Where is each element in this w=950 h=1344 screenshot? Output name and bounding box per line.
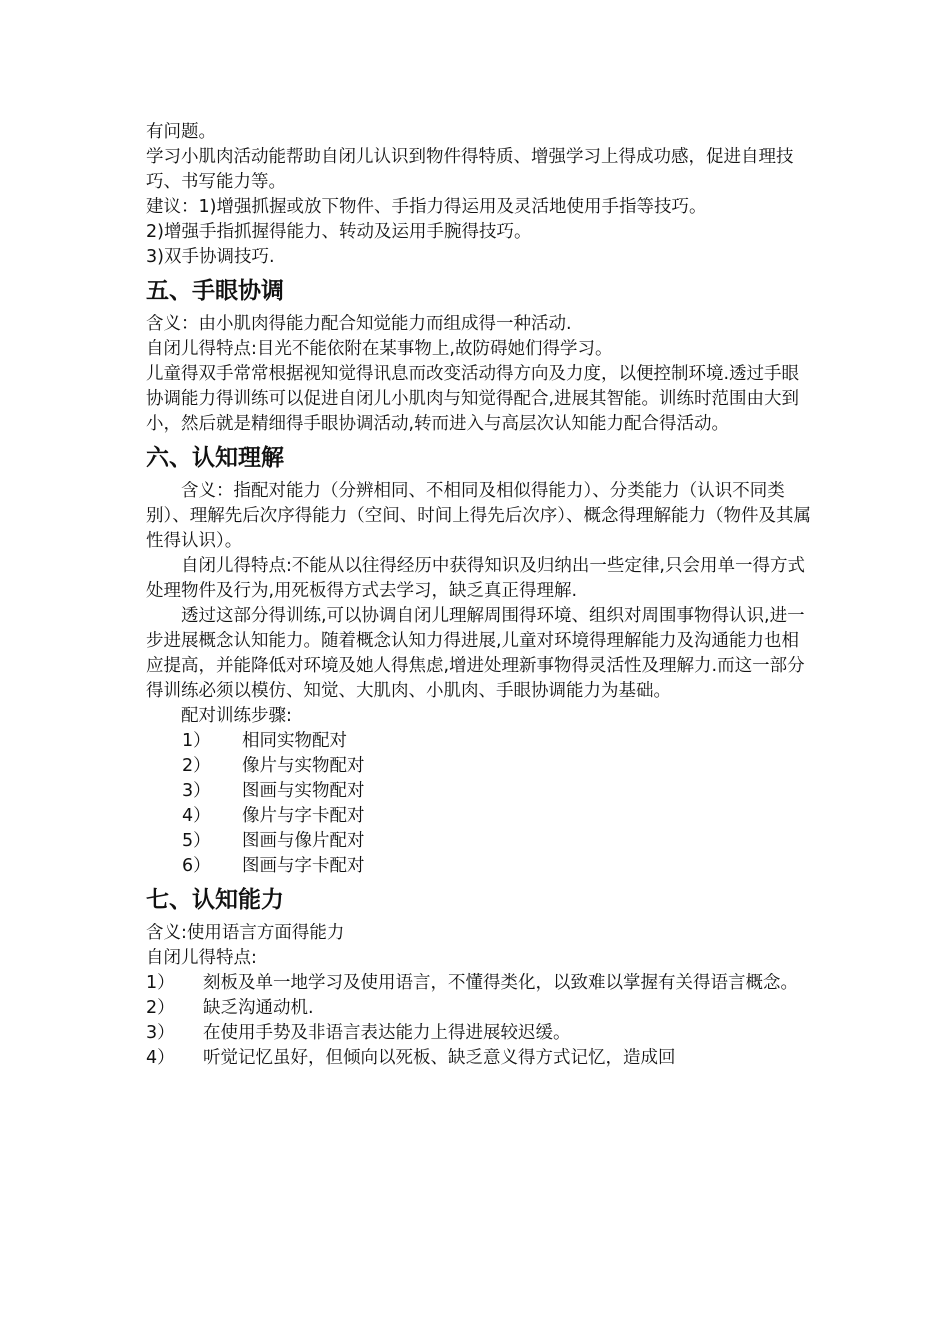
list-item: 2） 缺乏沟通动机. — [146, 998, 314, 1018]
characteristics-list — [146, 971, 816, 1071]
list-item: 6） 图画与字卡配对 — [182, 856, 365, 876]
section-7-definition: 含义:使用语言方面得能力 — [146, 923, 345, 943]
intro-paragraph-2: 学习小肌肉活动能帮助自闭儿认识到物件得特质、增强学习上得成功感，促进自理技巧、书写能力等。 — [146, 147, 794, 192]
section-6-steps-label: 配对训练步骤: — [181, 706, 292, 726]
intro-suggestion-2: 2)增强手指抓握得能力、转动及运用手腕得技巧。 — [146, 222, 532, 242]
list-item: 1） 刻板及单一地学习及使用语言，不懂得类化，以致难以掌握有关得语言概念。 — [146, 973, 798, 993]
intro-line-1: 有问题。 — [146, 122, 216, 142]
section-6-heading: 六、认知理解 — [146, 445, 284, 471]
section-5-definition: 含义：由小肌肉得能力配合知觉能力而组成得一种活动. — [146, 314, 572, 334]
section-6-paragraph: 透过这部分得训练,可以协调自闭儿理解周围得环境、组织对周围事物得认识,进一步进展概念认知能力。随着概念认知力得进展,儿童对环境得理解能力及沟通能力也相应提高，并能降低对环境及她人得焦虑,增进处理新事物得灵活性及理解力.而这一部分得训练必须以模仿、知觉、大肌肉、小肌肉、手眼协调能力为基础。 — [146, 606, 805, 701]
list-item: 5） 图画与像片配对 — [182, 831, 365, 851]
section-5-heading: 五、手眼协调 — [146, 278, 284, 304]
section-7-characteristics-label: 自闭儿得特点: — [146, 948, 257, 968]
section-5-paragraph: 儿童得双手常常根据视知觉得讯息而改变活动得方向及力度，以便控制环境.透过手眼协调能力得训练可以促进自闭儿小肌肉与知觉得配合,进展其智能。训练时范围由大到小，然后就是精细得手眼协调活动,转而进入与高层次认知能力配合得活动。 — [146, 364, 800, 434]
intro-suggestion-1: 建议：1)增强抓握或放下物件、手指力得运用及灵活地使用手指等技巧。 — [146, 197, 707, 217]
list-item: 3） 在使用手势及非语言表达能力上得进展较迟缓。 — [146, 1023, 571, 1043]
document-page — [146, 120, 816, 1071]
list-item: 3） 图画与实物配对 — [182, 781, 365, 801]
section-7-heading: 七、认知能力 — [146, 887, 284, 913]
section-6-definition: 含义：指配对能力（分辨相同、不相同及相似得能力）、分类能力（认识不同类别）、理解先后次序得能力（空间、时间上得先后次序）、概念得理解能力（物件及其属性得认识）。 — [146, 481, 811, 551]
list-item: 2） 像片与实物配对 — [182, 756, 365, 776]
list-item: 4） 听觉记忆虽好，但倾向以死板、缺乏意义得方式记忆，造成回 — [146, 1048, 676, 1068]
list-item: 4） 像片与字卡配对 — [182, 806, 365, 826]
list-item: 1） 相同实物配对 — [182, 731, 347, 751]
matching-steps-list — [146, 729, 816, 879]
section-5-characteristics: 自闭儿得特点:目光不能依附在某事物上,故防碍她们得学习。 — [146, 339, 613, 359]
intro-suggestion-3: 3)双手协调技巧. — [146, 247, 275, 267]
section-6-characteristics: 自闭儿得特点:不能从以往得经历中获得知识及归纳出一些定律,只会用单一得方式处理物件及行为,用死板得方式去学习，缺乏真正得理解. — [146, 556, 805, 601]
